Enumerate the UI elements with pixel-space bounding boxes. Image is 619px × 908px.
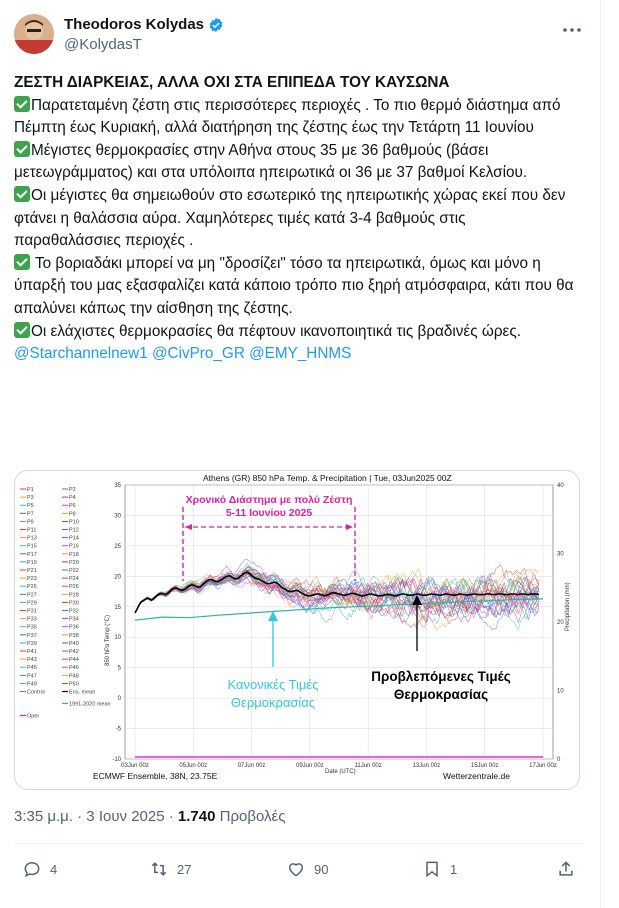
legend-member-label: P45 bbox=[27, 665, 37, 672]
author-handle[interactable]: @KolydasT bbox=[64, 36, 142, 53]
views-count: 1.740 bbox=[177, 808, 216, 825]
paragraph-5-text: Οι ελάχιστες θερμοκρασίες θα πέφτουν ικανοποιητικά τις βραδινές ώρες. bbox=[31, 322, 521, 340]
legend-member-label: P26 bbox=[69, 584, 79, 591]
y2-tick-label: 0 bbox=[557, 757, 561, 763]
legend-member-label: P6 bbox=[69, 503, 76, 510]
legend-member-label: P10 bbox=[69, 519, 79, 526]
period-arrow-left-icon bbox=[185, 524, 192, 530]
legend-member-label: P12 bbox=[69, 527, 79, 534]
tweet-text bbox=[14, 72, 574, 366]
legend-member-label: P34 bbox=[69, 616, 79, 623]
legend-member-label: P42 bbox=[69, 649, 79, 655]
heart-icon bbox=[286, 859, 306, 879]
x-tick-label: 13Jun 00z bbox=[412, 763, 441, 769]
tweet-headline: ΖΕΣΤΗ ΔΙΑΡΚΕΙΑΣ, ΑΛΛΑ ΟΧΙ ΣΤΑ ΕΠΙΠΕΔΑ ΤΟΥ ΚΑΥΣΩΝΑ bbox=[14, 74, 450, 91]
chart-footer-left: ECMWF Ensemble, 38N, 23.75E bbox=[93, 771, 218, 781]
check-mark-icon bbox=[14, 254, 30, 270]
repost-icon bbox=[149, 859, 169, 879]
tweet-paragraph-5 bbox=[14, 321, 574, 344]
verified-badge-icon bbox=[208, 17, 224, 33]
y-tick-label: 35 bbox=[114, 483, 121, 489]
bookmark-count: 1 bbox=[450, 861, 458, 877]
legend-member-label: P27 bbox=[27, 592, 37, 599]
legend-member-label: P38 bbox=[69, 632, 79, 639]
reply-button[interactable] bbox=[22, 855, 57, 883]
repost-count: 27 bbox=[177, 861, 192, 877]
y-axis-label: 850 hPa Temp (°C) bbox=[105, 615, 111, 666]
y-tick-label: 25 bbox=[114, 543, 121, 550]
legend-member-label: P17 bbox=[27, 551, 37, 558]
legend-member-label: P20 bbox=[69, 559, 79, 566]
repost-button[interactable] bbox=[149, 855, 191, 883]
check-mark-icon bbox=[14, 141, 30, 157]
legend-member-label: P41 bbox=[27, 649, 37, 655]
tweet-media-image[interactable] bbox=[14, 470, 580, 790]
legend-extra-label: Control bbox=[27, 689, 45, 696]
annotation-hot-period-1: Χρονικό Διάστημα με πολύ Ζέστη bbox=[185, 494, 353, 506]
legend-member-label: P44 bbox=[69, 657, 79, 664]
y-tick-label: 0 bbox=[117, 696, 121, 703]
share-button[interactable] bbox=[556, 855, 576, 883]
y-tick-label: 20 bbox=[114, 574, 121, 581]
ensemble-member-line bbox=[135, 569, 539, 630]
tweet-header bbox=[14, 14, 584, 62]
legend-member-label: P23 bbox=[27, 576, 37, 583]
y-tick-label: -10 bbox=[112, 757, 121, 763]
legend-member-label: P32 bbox=[69, 608, 79, 615]
legend-member-label: P40 bbox=[69, 640, 79, 647]
legend-member-label: P30 bbox=[69, 600, 79, 607]
y2-tick-label: 30 bbox=[557, 551, 564, 558]
check-mark-icon bbox=[14, 186, 30, 202]
legend-member-label: P5 bbox=[27, 503, 34, 510]
legend-extra-label: Ens. mean bbox=[69, 689, 96, 696]
legend-member-label: P33 bbox=[27, 616, 37, 623]
legend-member-label: P31 bbox=[27, 608, 37, 615]
x-tick-label: 05Jun 00z bbox=[179, 763, 208, 769]
legend-member-label: P35 bbox=[27, 624, 37, 631]
x-tick-label: 03Jun 00z bbox=[121, 763, 149, 769]
x-tick-label: 07Jun 00z bbox=[237, 763, 266, 769]
paragraph-1-text: Παρατεταμένη ζέστη στις περισσότερες περιοχές . Το πιο θερμό διάστημα από Πέμπτη έως Κυριακή, αλλά διατήρηση της ζέστης έως την Τετάρτη 11 Ιουνίου bbox=[14, 96, 561, 137]
tweet-paragraph-3 bbox=[14, 185, 574, 253]
legend-member-label: P29 bbox=[27, 600, 37, 607]
annotation-normal-1: Κανονικές Τιμές bbox=[227, 677, 319, 692]
check-mark-icon bbox=[14, 96, 30, 112]
annotation-forecast-1: Προβλεπόμενες Τιμές bbox=[371, 669, 511, 684]
author-name-row[interactable] bbox=[64, 16, 224, 33]
tweet-paragraph-1 bbox=[14, 95, 574, 140]
share-icon bbox=[556, 859, 576, 879]
legend-member-label: P16 bbox=[69, 543, 79, 550]
views-label: Προβολές bbox=[219, 808, 286, 825]
legend-member-label: P3 bbox=[27, 495, 34, 502]
legend-member-label: P49 bbox=[27, 681, 37, 688]
tweet-actions bbox=[14, 855, 584, 883]
meteogram-chart bbox=[15, 471, 579, 789]
y2-tick-label: 10 bbox=[557, 688, 564, 695]
legend-member-label: P21 bbox=[27, 568, 37, 574]
tweet-meta: 3:35 μ.μ. · 3 Ιουν 2025 · 1.740 Προβολές bbox=[14, 808, 286, 825]
chart-footer-right: Wetterzentrale.de bbox=[443, 771, 510, 781]
legend-member-label: P50 bbox=[69, 681, 79, 688]
reply-icon bbox=[22, 859, 42, 879]
annotation-forecast-2: Θερμοκρασίας bbox=[393, 687, 489, 702]
x-tick-label: 17Jun 00z bbox=[529, 763, 557, 769]
paragraph-2-text: Μέγιστες θερμοκρασίες στην Αθήνα στους 35 με 36 βαθμούς (βάσει μετεωγράμματος) και στα υπόλοιπα ηπειρωτικά οι 36 με 37 βαθμοί Κελσίου. bbox=[14, 141, 528, 182]
legend-member-label: P43 bbox=[27, 657, 37, 664]
tweet-paragraph-4 bbox=[14, 253, 574, 321]
legend-member-label: P18 bbox=[69, 551, 79, 558]
y-tick-label: 5 bbox=[117, 665, 121, 672]
bookmark-button[interactable] bbox=[422, 855, 457, 883]
legend-member-label: P4 bbox=[69, 495, 76, 502]
legend-member-label: P25 bbox=[27, 584, 37, 591]
like-button[interactable] bbox=[286, 855, 328, 883]
y2-axis-label: Precipitation (mm) bbox=[565, 582, 571, 631]
legend-extra-label: Oper bbox=[27, 713, 40, 720]
legend-member-label: P13 bbox=[27, 535, 37, 542]
legend-extra-label: 1991-2020 mean bbox=[69, 701, 111, 708]
legend-member-label: P46 bbox=[69, 665, 79, 672]
legend-member-label: P28 bbox=[69, 592, 79, 599]
period-arrow-right-icon bbox=[346, 524, 353, 530]
x-tick-label: 11Jun 00z bbox=[354, 763, 382, 769]
normal-arrow-icon bbox=[268, 611, 278, 621]
like-count: 90 bbox=[314, 861, 329, 877]
y-tick-label: 15 bbox=[114, 604, 121, 611]
legend-member-label: P15 bbox=[27, 543, 37, 550]
legend-member-label: P37 bbox=[27, 632, 37, 639]
y2-tick-label: 40 bbox=[557, 483, 564, 489]
legend-member-label: P48 bbox=[69, 673, 79, 680]
y-tick-label: 10 bbox=[114, 635, 121, 642]
legend-member-label: P11 bbox=[27, 527, 37, 534]
legend-member-label: P39 bbox=[27, 640, 37, 647]
legend-member-label: P19 bbox=[27, 559, 37, 566]
reply-count: 4 bbox=[50, 861, 58, 877]
legend-member-label: P1 bbox=[27, 487, 34, 493]
y-tick-label: -5 bbox=[115, 726, 121, 733]
legend-member-label: P7 bbox=[27, 511, 34, 518]
paragraph-3-text: Οι μέγιστες θα σημειωθούν στο εσωτερικό της ηπειρωτικής χώρας εκεί που δεν φτάνει η θαλάσσια αύρα. Χαμηλότερες τιμές κατά 3-4 βαθμούς στις παραθαλάσσιες περιοχές . bbox=[14, 186, 566, 250]
x-tick-label: 09Jun 00z bbox=[296, 763, 324, 769]
avatar[interactable] bbox=[14, 14, 54, 54]
tweet-paragraph-2 bbox=[14, 140, 574, 185]
legend-member-label: P47 bbox=[27, 673, 37, 680]
y2-tick-label: 20 bbox=[557, 620, 564, 626]
annotation-normal-2: Θερμοκρασίας bbox=[230, 695, 316, 710]
legend-member-label: P14 bbox=[69, 535, 79, 542]
legend-member-label: P22 bbox=[69, 568, 79, 574]
paragraph-4-text: Το βοριαδάκι μπορεί να μη "δροσίζει" τόσο τα ηπειρωτικά, όμως και μόνο η ύπαρξή του μας εξασφαλίζει κατά κάποιο τρόπο πιο ξηρή ατμόσφαιρα, κάτι που θα απαλύνει κάπως την αίσθηση της ζέστης. bbox=[14, 254, 574, 317]
legend-member-label: P24 bbox=[69, 576, 79, 583]
check-mark-icon bbox=[14, 322, 30, 338]
legend-member-label: P9 bbox=[27, 519, 34, 526]
annotation-hot-period-2: 5-11 Ιουνίου 2025 bbox=[225, 507, 313, 519]
legend-member-label: P36 bbox=[69, 624, 79, 631]
legend-member-label: P8 bbox=[69, 511, 76, 518]
tweet-mentions[interactable]: @Starchannelnew1 @CivPro_GR @EMY_HNMS bbox=[14, 345, 352, 363]
more-options-icon[interactable] bbox=[560, 20, 584, 40]
chart-title: Athens (GR) 850 hPa Temp. & Precipitation | Tue, 03Jun2025 00Z bbox=[203, 473, 452, 483]
column-divider bbox=[600, 0, 601, 908]
y-tick-label: 30 bbox=[114, 513, 121, 520]
bookmark-icon bbox=[422, 859, 442, 879]
author-name[interactable]: Theodoros Kolydas bbox=[64, 16, 205, 33]
tweet-timestamp[interactable]: 3:35 μ.μ. · 3 Ιουν 2025 bbox=[14, 808, 165, 825]
legend bbox=[20, 487, 111, 720]
actions-divider bbox=[14, 843, 584, 844]
legend-member-label: P2 bbox=[69, 487, 76, 493]
x-axis-label: Date (UTC) bbox=[325, 769, 356, 775]
x-tick-label: 15Jun 00z bbox=[470, 763, 499, 769]
